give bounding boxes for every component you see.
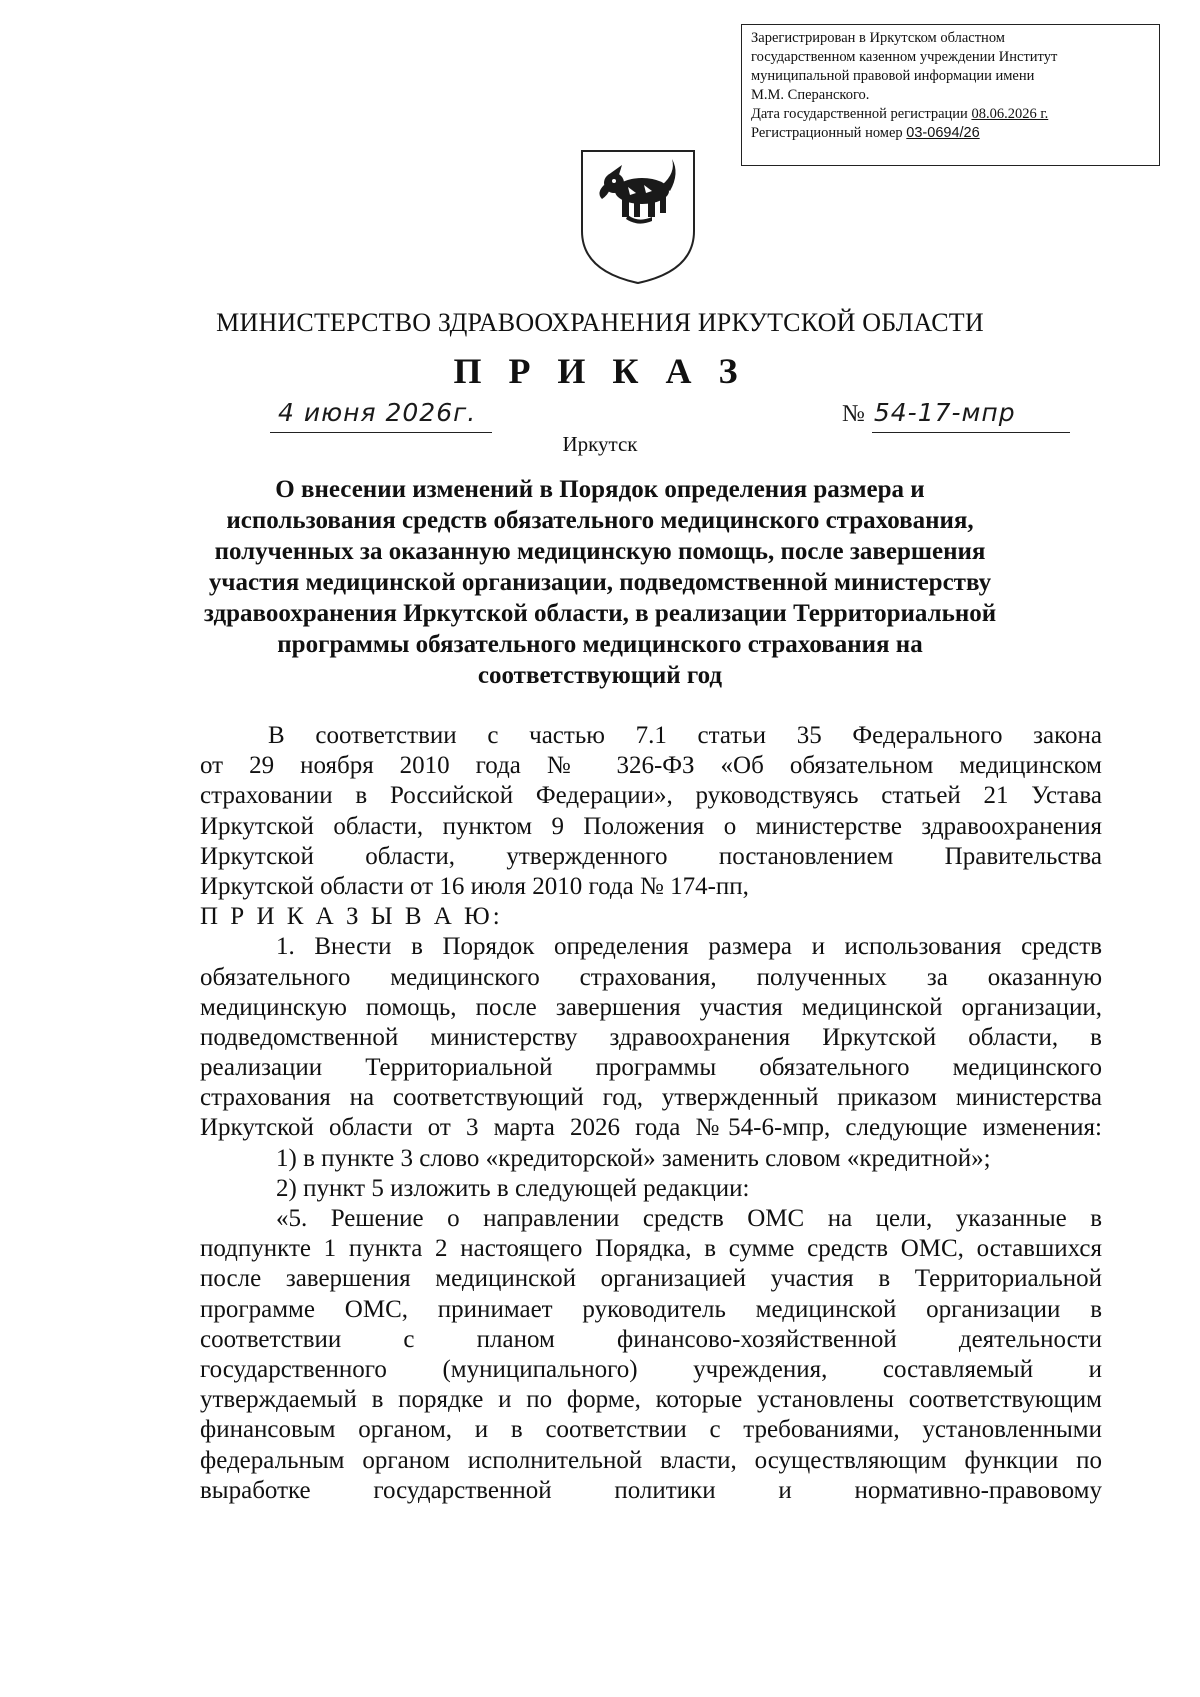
- body-line: 1) в пункте 3 слово «кредиторской» заменить словом «кредитной»;: [276, 1144, 991, 1172]
- stamp-line: государственном казенном учреждении Институт: [751, 49, 1058, 65]
- body-line: Иркутской области от 16 июля 2010 года № 174-пп,: [200, 872, 749, 900]
- stamp-date-value: 08.06.2026 г.: [971, 106, 1049, 122]
- order-number: [842, 398, 1016, 428]
- stamp-number-value: 03-0694/26: [906, 125, 980, 141]
- number-sign: №: [842, 401, 865, 427]
- order-date: [278, 398, 476, 427]
- title-line: О внесении изменений в Порядок определения размера и: [275, 476, 925, 503]
- stamp-line: М.М. Сперанского.: [751, 87, 870, 103]
- body-line: подпункте 1 пункта 2 настоящего Порядка, в сумме средств ОМС, оставшихся: [200, 1235, 1102, 1263]
- registration-stamp: [741, 24, 1160, 166]
- title-line: программы обязательного медицинского страхования на: [277, 631, 923, 658]
- body-line: реализации Территориальной программы обязательного медицинского: [200, 1054, 1102, 1082]
- stamp-date-label: Дата государственной регистрации: [751, 106, 968, 122]
- title-line: соответствующий год: [477, 662, 723, 689]
- title-line: полученных за оказанную медицинскую помощь, после завершения: [214, 538, 986, 565]
- body-line: Иркутской области, утвержденного постановлением Правительства: [200, 842, 1102, 870]
- title-line: использования средств обязательного медицинского страхования,: [226, 507, 974, 534]
- document-type: П Р И К А З: [453, 351, 747, 391]
- ministry-name: МИНИСТЕРСТВО ЗДРАВООХРАНЕНИЯ ИРКУТСКОЙ ОБЛАСТИ: [216, 308, 984, 337]
- body-line: страхования на соответствующий год, утвержденный приказом министерства: [200, 1084, 1102, 1112]
- document-body: [200, 721, 1102, 1506]
- body-line: Иркутской области, пунктом 9 Положения о министерстве здравоохранения: [200, 812, 1102, 840]
- body-line: «5. Решение о направлении средств ОМС на цели, указанные в: [276, 1205, 1102, 1232]
- city: Иркутск: [562, 432, 638, 456]
- coat-of-arms-icon: [578, 147, 698, 287]
- body-line: В соответствии с частью 7.1 статьи 35 Федерального закона: [268, 722, 1102, 749]
- body-line: утверждаемый в порядке и по форме, которые установлены соответствующим: [200, 1386, 1102, 1414]
- body-line: соответствии с планом финансово-хозяйственной деятельности: [200, 1325, 1102, 1353]
- body-line: от 29 ноября 2010 года № 326-ФЗ «Об обязательном медицинском: [200, 752, 1102, 780]
- title-line: участия медицинской организации, подведомственной министерству: [208, 569, 992, 596]
- body-line: государственного (муниципального) учреждения, составляемый и: [200, 1355, 1102, 1383]
- title-line: здравоохранения Иркутской области, в реализации Территориальной: [203, 600, 997, 627]
- body-line: 1. Внести в Порядок определения размера и использования средств: [276, 933, 1102, 961]
- stamp-number-label: Регистрационный номер: [751, 125, 903, 141]
- body-line: выработке государственной политики и нормативно-правовому: [200, 1476, 1102, 1504]
- stamp-date-row: [751, 105, 1159, 124]
- body-line: подведомственной министерству здравоохранения Иркутской области, в: [200, 1023, 1102, 1051]
- body-line: Иркутской области от 3 марта 2026 года №54-6-мпр, следующие изменения:: [200, 1114, 1102, 1142]
- order-directive: П Р И К А З Ы В А Ю:: [200, 903, 503, 931]
- body-line: медицинскую помощь, после завершения участия медицинской организации,: [200, 993, 1102, 1021]
- stamp-line: Зарегистрирован в Иркутском областном: [751, 30, 1005, 46]
- stamp-number-row: [751, 124, 1159, 143]
- body-line: страховании в Российской Федерации», руководствуясь статьей 21 Устава: [200, 782, 1102, 810]
- order-date-handwritten: 4 июня 2026г.: [278, 398, 477, 427]
- document-title: [200, 474, 1000, 691]
- body-line: программе ОМС, принимает руководитель медицинской организации в: [200, 1295, 1102, 1323]
- body-line: федеральным органом исполнительной власти, осуществляющим функции по: [200, 1446, 1102, 1474]
- body-line: после завершения медицинской организацией участия в Территориальной: [200, 1265, 1102, 1293]
- order-number-handwritten: 54-17-мпр: [873, 398, 1016, 427]
- body-line: 2) пункт 5 изложить в следующей редакции:: [276, 1174, 750, 1202]
- body-line: финансовым органом, и в соответствии с требованиями, установленными: [200, 1416, 1102, 1444]
- stamp-line: муниципальной правовой информации имени: [751, 68, 1035, 84]
- body-line: обязательного медицинского страхования, полученных за оказанную: [200, 963, 1102, 991]
